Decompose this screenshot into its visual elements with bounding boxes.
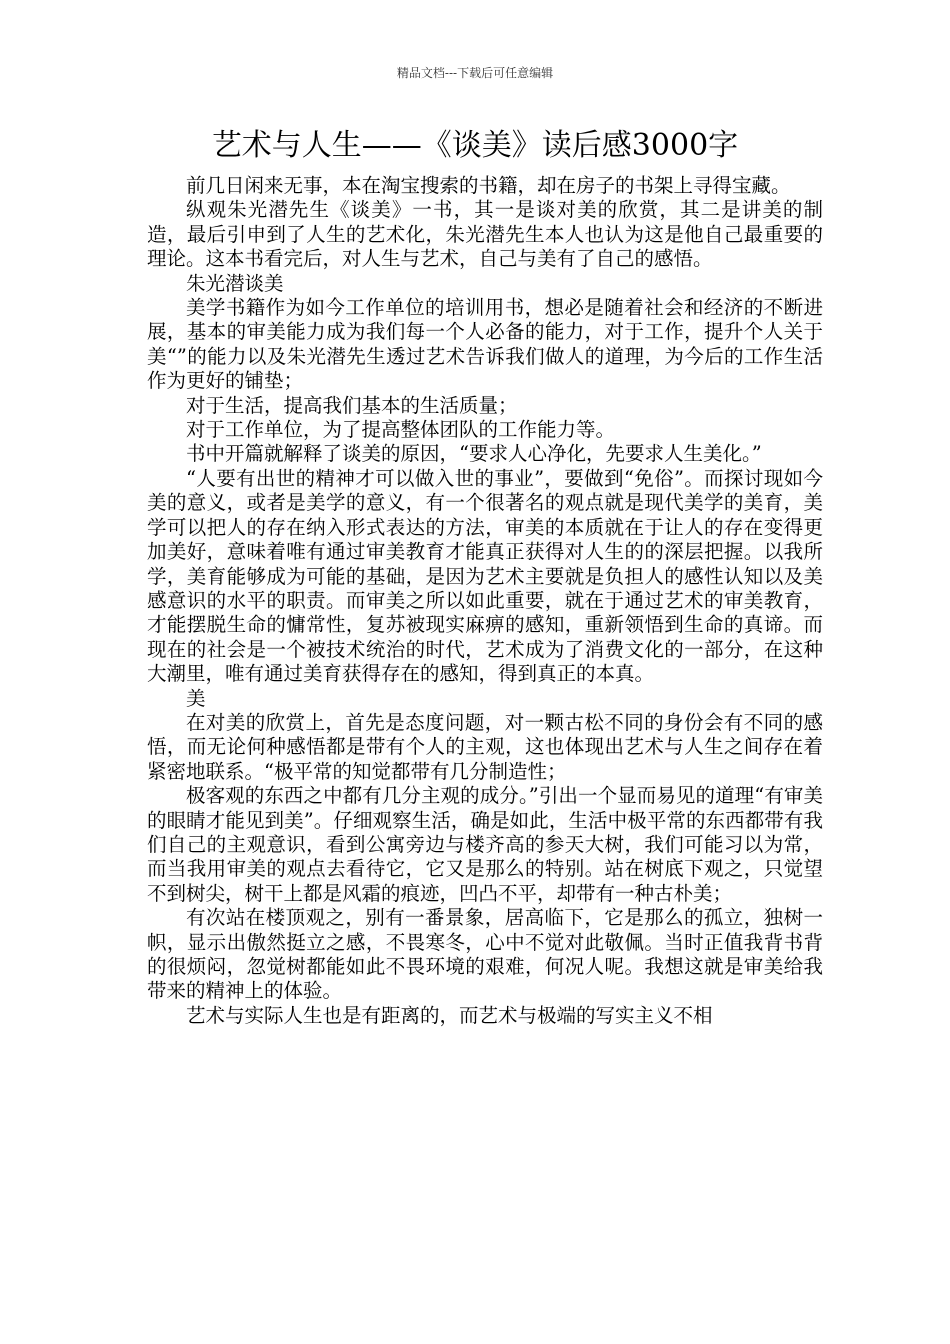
paragraph: 书中开篇就解释了谈美的原因，“要求人心净化，先要求人生美化。” bbox=[186, 442, 762, 466]
section-heading: 美 bbox=[186, 686, 206, 710]
paragraph: 对于工作单位，为了提高整体团队的工作能力等。 bbox=[186, 418, 616, 442]
paragraph: 纵观朱光潜先生《谈美》一书，其一是谈对美的欣赏，其二是讲美的制造，最后引申到了人生的艺术化，朱光潜先生本人也认为这是他自己最重要的理论。这本书看完后，对人生与艺术，自己与美有了自己的感悟。 bbox=[147, 198, 823, 271]
document-title: 艺术与人生——《谈美》读后感3000字 bbox=[211, 128, 739, 163]
paragraph: 极客观的东西之中都有几分主观的成分。”引出一个显而易见的道理“有审美的眼睛才能见到美”。仔细观察生活，确是如此，生活中极平常的东西都带有我们自己的主观意识，看到公寓旁边与楼齐高的参天大树，我们可能习以为常，而当我用审美的观点去看待它，它又是那么的特别。站在树底下观之，只觉望不到树尖，树干上都是风霜的痕迹，凹凸不平，却带有一种古朴美； bbox=[147, 784, 823, 905]
paragraph: 对于生活，提高我们基本的生活质量； bbox=[186, 393, 518, 417]
section-heading: 朱光潜谈美 bbox=[186, 271, 284, 295]
paragraph: 美学书籍作为如今工作单位的培训用书，想必是随着社会和经济的不断进展，基本的审美能力成为我们每一个人必备的能力，对于工作，提升个人关于美“”的能力以及朱光潜先生透过艺术告诉我们做人的道理，为今后的工作生活作为更好的铺垫； bbox=[147, 296, 823, 393]
paragraph: “人要有出世的精神才可以做入世的事业”，要做到“免俗”。而探讨现如今美的意义，或者是美学的意义，有一个很著名的观点就是现代美学的美育，美学可以把人的存在纳入形式表达的方法，审美的本质就在于让人的存在变得更加美好，意味着唯有通过审美教育才能真正获得对人生的的深层把握。以我所学，美育能够成为可能的基础，是因为艺术主要就是负担人的感性认知以及美感意识的水平的职责。而审美之所以如此重要，就在于通过艺术的审美教育，才能摆脱生命的慵常性，复苏被现实麻痹的感知，重新领悟到生命的真谛。而现在的社会是一个被技术统治的时代，艺术成为了消费文化的一部分，在这种大潮里，唯有通过美育获得存在的感知，得到真正的本真。 bbox=[147, 466, 823, 686]
paragraph: 有次站在楼顶观之，别有一番景象，居高临下，它是那么的孤立，独树一帜，显示出傲然挺立之感，不畏寒冬，心中不觉对此敬佩。当时正值我背书背的很烦闷，忽觉树都能如此不畏环境的艰难，何况人呢。我想这就是审美给我带来的精神上的体验。 bbox=[147, 906, 823, 1003]
paragraph: 前几日闲来无事，本在淘宝搜索的书籍，却在房子的书架上寻得宝藏。 bbox=[186, 174, 791, 197]
paragraph: 艺术与实际人生也是有距离的，而艺术与极端的写实主义不相 bbox=[186, 1003, 713, 1027]
document-body bbox=[147, 174, 823, 1028]
paragraph: 在对美的欣赏上，首先是态度问题，对一颗古松不同的身份会有不同的感悟，而无论何种感悟都是带有个人的主观，这也体现出艺术与人生之间存在着紧密地联系。“极平常的知觉都带有几分制造性； bbox=[147, 710, 823, 783]
page-header: 精品文档---下载后可任意编辑 bbox=[396, 66, 554, 80]
